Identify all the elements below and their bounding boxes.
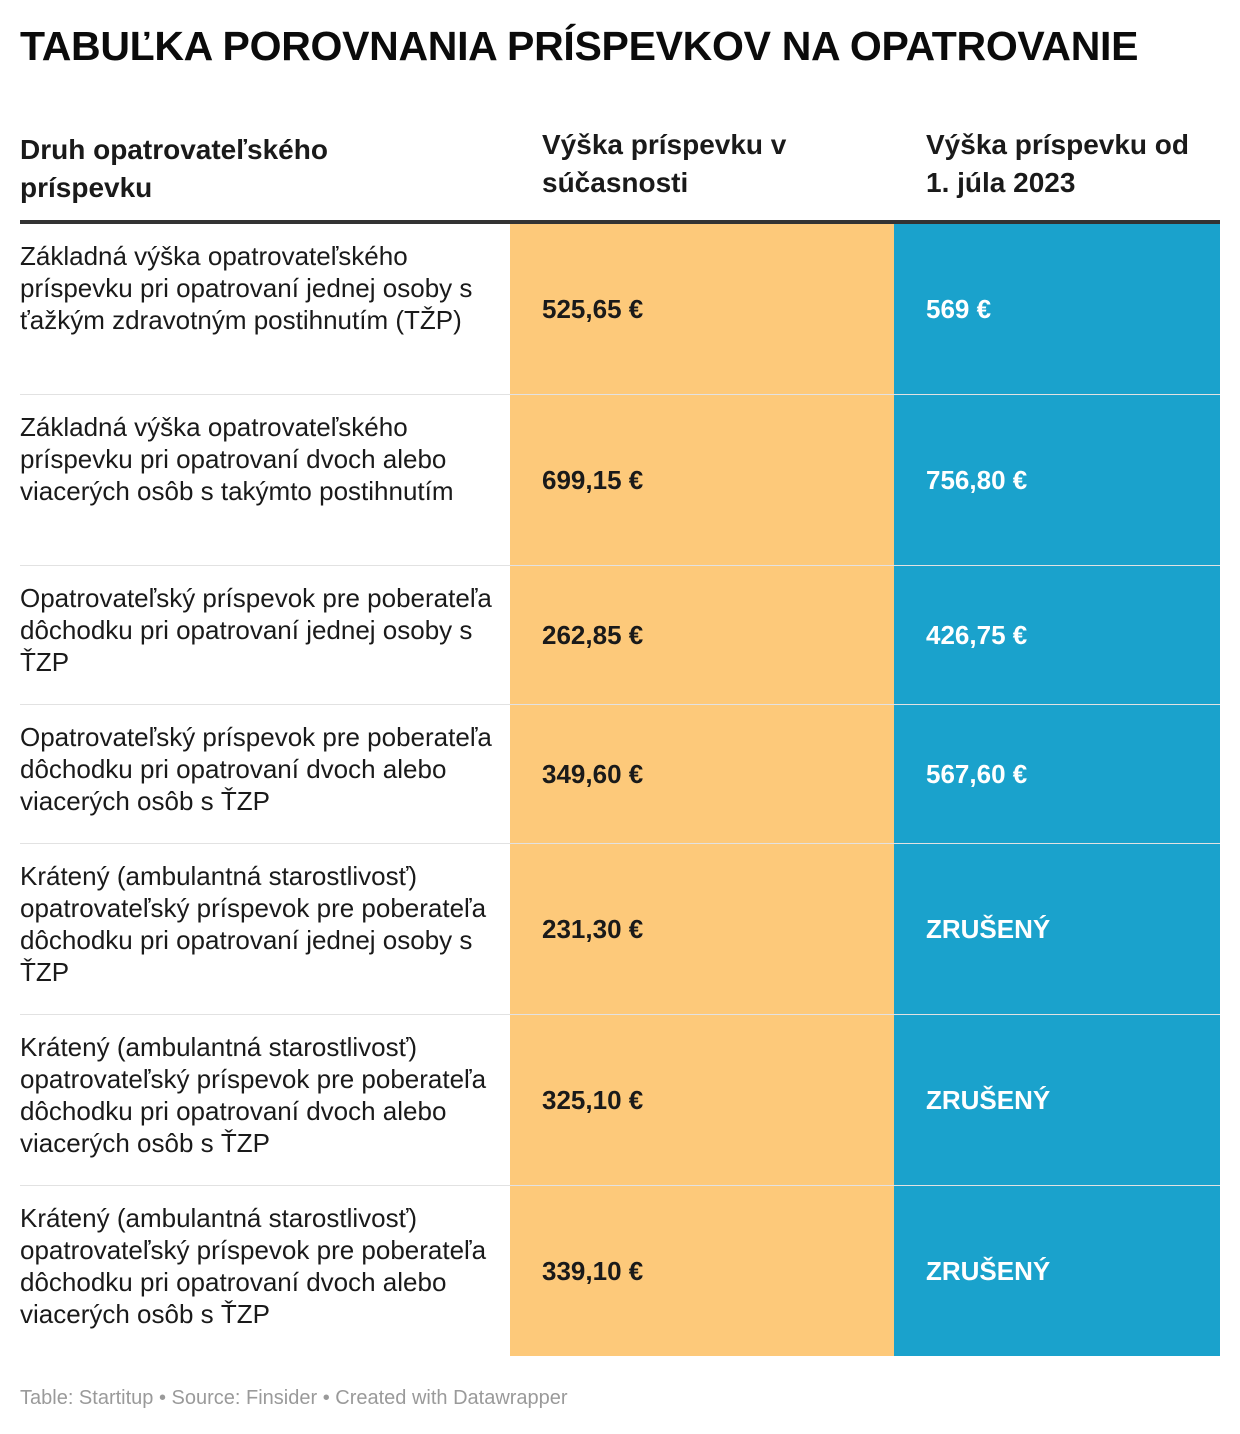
cell-current-amount: 349,60 € [510,705,894,843]
table-row [20,1015,1220,1186]
cell-current-amount: 525,65 € [510,224,894,394]
cell-contribution-type: Základná výška opatrovateľského príspevku pri opatrovaní dvoch alebo viacerých osôb s takýmto postihnutím [20,412,454,506]
table-title: TABUĽKA POROVNANIA PRÍSPEVKOV NA OPATROVANIE [20,23,1139,69]
table-header [20,126,1220,224]
cell-contribution-type: Krátený (ambulantná starostlivosť) opatrovateľský príspevok pre poberateľa dôchodku pri opatrovaní dvoch alebo viacerých osôb s ŤZP [20,1032,487,1158]
cell-new-amount: 756,80 € [894,395,1220,565]
cell-contribution-type: Krátený (ambulantná starostlivosť) opatrovateľský príspevok pre poberateľa dôchodku pri opatrovaní jednej osoby s ŤZP [20,861,487,987]
cell-new-amount: ZRUŠENÝ [894,844,1220,1014]
table-row [20,844,1220,1015]
cell-contribution-type: Krátený (ambulantná starostlivosť) opatrovateľský príspevok pre poberateľa dôchodku pri opatrovaní dvoch alebo viacerých osôb s ŤZP [20,1203,487,1329]
column-header-new[interactable]: Výška príspevku od 1. júla 2023 [926,129,1190,198]
cell-new-amount: 426,75 € [894,566,1220,704]
table-row [20,705,1220,844]
source-footer: Table: Startitup • Source: Finsider • Created with Datawrapper [20,1387,568,1409]
cell-current-amount: 262,85 € [510,566,894,704]
column-header-type[interactable]: Druh opatrovateľského príspevku [20,134,328,203]
column-header-current[interactable]: Výška príspevku v súčasnosti [542,129,787,198]
cell-new-amount: ZRUŠENÝ [894,1186,1220,1356]
table-row [20,1186,1220,1357]
table-body [20,224,1220,1357]
cell-new-amount: ZRUŠENÝ [894,1015,1220,1185]
cell-current-amount: 699,15 € [510,395,894,565]
cell-new-amount: 567,60 € [894,705,1220,843]
cell-contribution-type: Opatrovateľský príspevok pre poberateľa dôchodku pri opatrovaní dvoch alebo viacerých osôb s ŤZP [20,722,492,816]
comparison-table [20,126,1220,1357]
table-row [20,566,1220,705]
table-row [20,395,1220,566]
cell-new-amount: 569 € [894,224,1220,394]
cell-current-amount: 325,10 € [510,1015,894,1185]
cell-current-amount: 339,10 € [510,1186,894,1356]
cell-contribution-type: Opatrovateľský príspevok pre poberateľa dôchodku pri opatrovaní jednej osoby s ŤZP [20,583,492,677]
table-row [20,224,1220,395]
cell-current-amount: 231,30 € [510,844,894,1014]
cell-contribution-type: Základná výška opatrovateľského príspevku pri opatrovaní jednej osoby s ťažkým zdravotným postihnutím (TŽP) [20,241,473,335]
